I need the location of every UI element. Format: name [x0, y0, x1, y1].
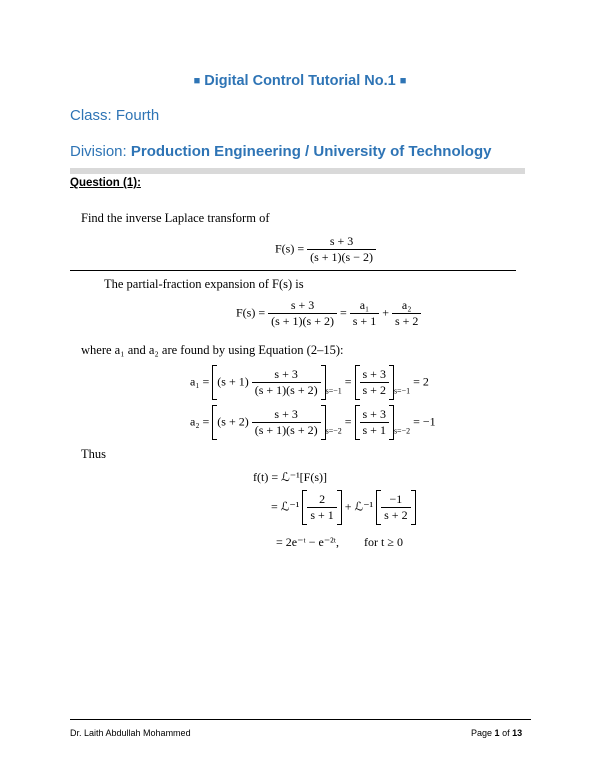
page-of: of	[502, 728, 510, 738]
ft-line-1: f(t) = ℒ⁻¹[F(s)]	[253, 470, 327, 484]
numerator: s + 3	[329, 234, 354, 248]
denominator: (s + 1)(s + 2)	[252, 422, 321, 438]
equals: =	[339, 305, 347, 320]
bullet-icon: ■	[399, 75, 407, 87]
thus-label: Thus	[81, 447, 106, 461]
ft-condition: for t ≥ 0	[364, 535, 403, 549]
inverse-operator: = ℒ⁻¹	[271, 499, 300, 514]
factor: (s + 1)	[217, 374, 249, 389]
eq-lhs: a₁ =	[190, 374, 210, 389]
bracket	[355, 365, 394, 400]
numerator: s + 3	[362, 367, 386, 381]
footer-page	[471, 728, 522, 738]
equals: =	[344, 374, 352, 389]
denominator: (s + 1)(s + 2)	[268, 313, 337, 329]
partial-intro: The partial-fraction expansion of F(s) is	[104, 277, 304, 291]
footer-rule	[70, 719, 531, 720]
fraction	[381, 492, 410, 523]
eq-lhs: F(s) =	[236, 305, 266, 320]
denominator: (s + 1)(s + 2)	[252, 382, 321, 398]
denominator: s + 2	[360, 382, 389, 398]
question-label: Question (1):	[70, 177, 141, 189]
fraction	[307, 492, 336, 523]
division-value: Production Engineering / University of Technology	[130, 143, 492, 160]
denominator: s + 1	[307, 507, 336, 523]
eval-subscript: s=−1	[325, 386, 342, 396]
coeff-intro: where a₁ and a₂ are found by using Equation (2–15):	[81, 343, 344, 357]
fraction	[360, 407, 389, 438]
fraction	[360, 367, 389, 398]
fraction	[392, 298, 421, 329]
divider	[70, 270, 516, 271]
factor: (s + 2)	[217, 414, 249, 429]
denominator: s + 1	[360, 422, 389, 438]
inverse-operator: + ℒ⁻¹	[344, 499, 374, 514]
fraction	[252, 367, 321, 398]
equation-a1	[190, 365, 429, 400]
numerator: 2	[319, 492, 326, 506]
bracket	[212, 365, 325, 400]
eval-subscript: s=−2	[325, 426, 342, 436]
equation-Fs	[275, 234, 376, 265]
bracket	[376, 490, 415, 525]
page-number: 1	[494, 728, 500, 738]
page-title	[0, 73, 600, 89]
footer-author: Dr. Laith Abdullah Mohammed	[70, 728, 191, 738]
bracket	[355, 405, 394, 440]
title-text: Digital Control Tutorial No.1	[204, 73, 396, 89]
fraction	[268, 298, 337, 329]
eval-subscript: s=−2	[393, 426, 411, 436]
numerator: s + 3	[362, 407, 386, 421]
eq-lhs: a₂ =	[190, 414, 210, 429]
division-prefix: Division:	[70, 143, 127, 160]
numerator: a₁	[359, 298, 370, 312]
fraction	[307, 234, 376, 265]
denominator: (s + 1)(s − 2)	[307, 249, 376, 265]
bracket	[302, 490, 341, 525]
numerator: −1	[389, 492, 403, 506]
numerator: a₂	[401, 298, 412, 312]
ft-line-3	[276, 535, 403, 550]
result: = −1	[413, 414, 436, 429]
denominator: s + 2	[381, 507, 410, 523]
numerator: s + 3	[274, 367, 298, 381]
page-total: 13	[512, 728, 523, 738]
equation-a2	[190, 405, 436, 440]
class-label: Class: Fourth	[70, 107, 160, 124]
denominator: s + 1	[350, 313, 379, 329]
bullet-icon: ■	[193, 75, 201, 87]
page-prefix: Page	[471, 728, 493, 738]
section-rule	[70, 168, 525, 174]
equation-partial-fraction	[236, 298, 421, 329]
numerator: s + 3	[290, 298, 315, 312]
eq-lhs: F(s) =	[275, 241, 305, 256]
plus: +	[382, 305, 389, 320]
fraction	[350, 298, 379, 329]
division-line	[70, 143, 491, 160]
bracket	[212, 405, 325, 440]
denominator: s + 2	[392, 313, 421, 329]
fraction	[252, 407, 321, 438]
ft-result: = 2e⁻ᵗ − e⁻²ᵗ,	[276, 535, 340, 549]
equals: =	[344, 414, 352, 429]
question-prompt: Find the inverse Laplace transform of	[81, 211, 270, 225]
eval-subscript: s=−1	[393, 386, 411, 396]
result: = 2	[413, 374, 429, 389]
numerator: s + 3	[274, 407, 298, 421]
ft-line-2	[271, 490, 416, 525]
